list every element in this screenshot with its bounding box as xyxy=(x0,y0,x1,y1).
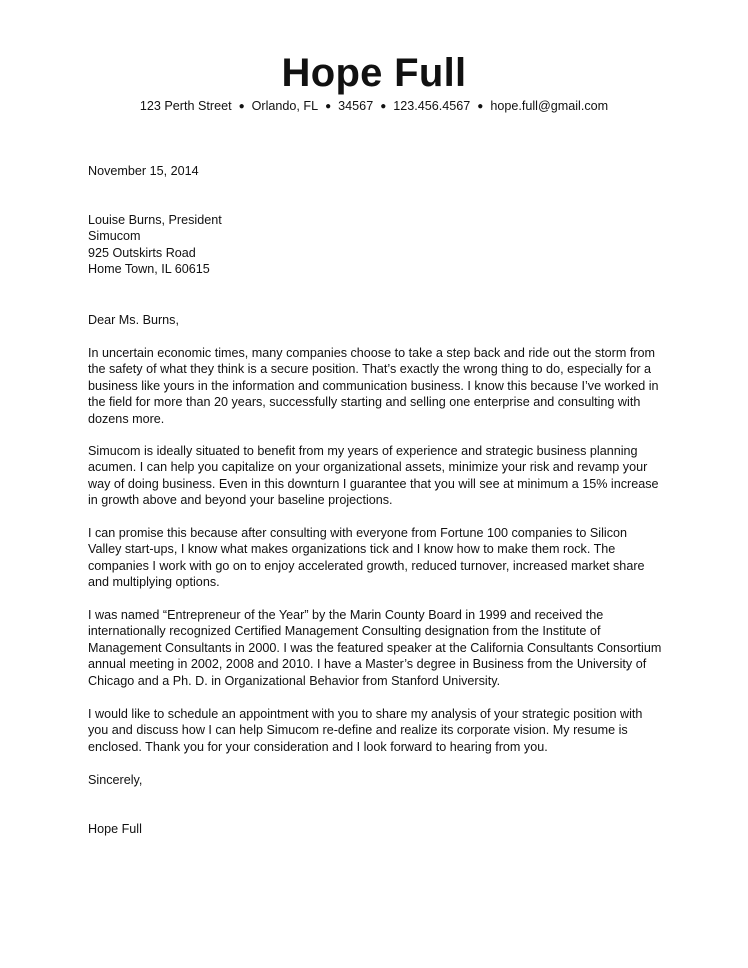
bullet-separator-icon: ● xyxy=(238,101,245,112)
bullet-separator-icon: ● xyxy=(380,101,387,112)
sender-street: 123 Perth Street xyxy=(139,99,232,113)
sender-contact-line xyxy=(0,97,748,116)
closing: Sincerely, xyxy=(88,773,143,787)
salutation: Dear Ms. Burns, xyxy=(88,313,179,327)
signature-name: Hope Full xyxy=(88,822,142,836)
body-paragraph-2: Simucom is ideally situated to benefit from my years of experience and strategic business planning acumen. I can help you capitalize on your organizational assets, minimize your risk and revamp your way of doing business. Even in this downturn I guarantee that you will see at minimum a 15% increase in growth above and beyond your baseline projections. xyxy=(88,444,659,508)
recipient-street: 925 Outskirts Road xyxy=(88,245,196,260)
bullet-separator-icon: ● xyxy=(477,101,484,112)
recipient-name-title: Louise Burns, President xyxy=(88,213,222,227)
letter-date: November 15, 2014 xyxy=(88,164,199,178)
body-paragraph-1: In uncertain economic times, many companies choose to take a step back and ride out the storm from the safety of what they think is a secure position. That’s exactly the wrong thing to do, especially for a business like yours in the information and communication business. I know this because I’ve worked in the field for more than 20 years, successfully starting and selling one enterprise and consulting with dozens more. xyxy=(88,346,659,426)
bullet-separator-icon: ● xyxy=(325,101,332,112)
body-paragraph-3: I can promise this because after consulting with everyone from Fortune 100 companies to Silicon Valley start-ups, I know what makes organizations tick and I know how to make them rock. The companies I work with go on to enjoy accelerated growth, reduced turnover, increased market share and multiplying options. xyxy=(88,526,645,590)
recipient-address xyxy=(88,212,663,278)
sender-zip: 34567 xyxy=(338,99,374,113)
sender-name: Hope Full xyxy=(281,51,467,95)
recipient-company: Simucom xyxy=(88,229,141,244)
body-paragraph-4: I was named “Entrepreneur of the Year” by the Marin County Board in 1999 and received the internationally recognized Certified Management Consulting designation from the Institute of Management Consultants in 2000. I was the featured speaker at the California Consultants Consortium annual meeting in 2002, 2008 and 2010. I have a Master’s degree in Business from the University of Chicago and a Ph. D. in Organizational Behavior from Stanford University. xyxy=(88,608,662,688)
sender-email: hope.full@gmail.com xyxy=(490,99,609,113)
sender-city-state: Orlando, FL xyxy=(251,99,319,113)
body-paragraph-5: I would like to schedule an appointment with you to share my analysis of your strategic position with you and discuss how I can help Simucom re-define and realize its corporate vision. My resume is enclosed. Thank you for your consideration and I look forward to hearing from you. xyxy=(88,707,643,754)
sender-phone: 123.456.4567 xyxy=(393,99,471,113)
recipient-city-state-zip: Home Town, IL 60615 xyxy=(88,262,210,277)
